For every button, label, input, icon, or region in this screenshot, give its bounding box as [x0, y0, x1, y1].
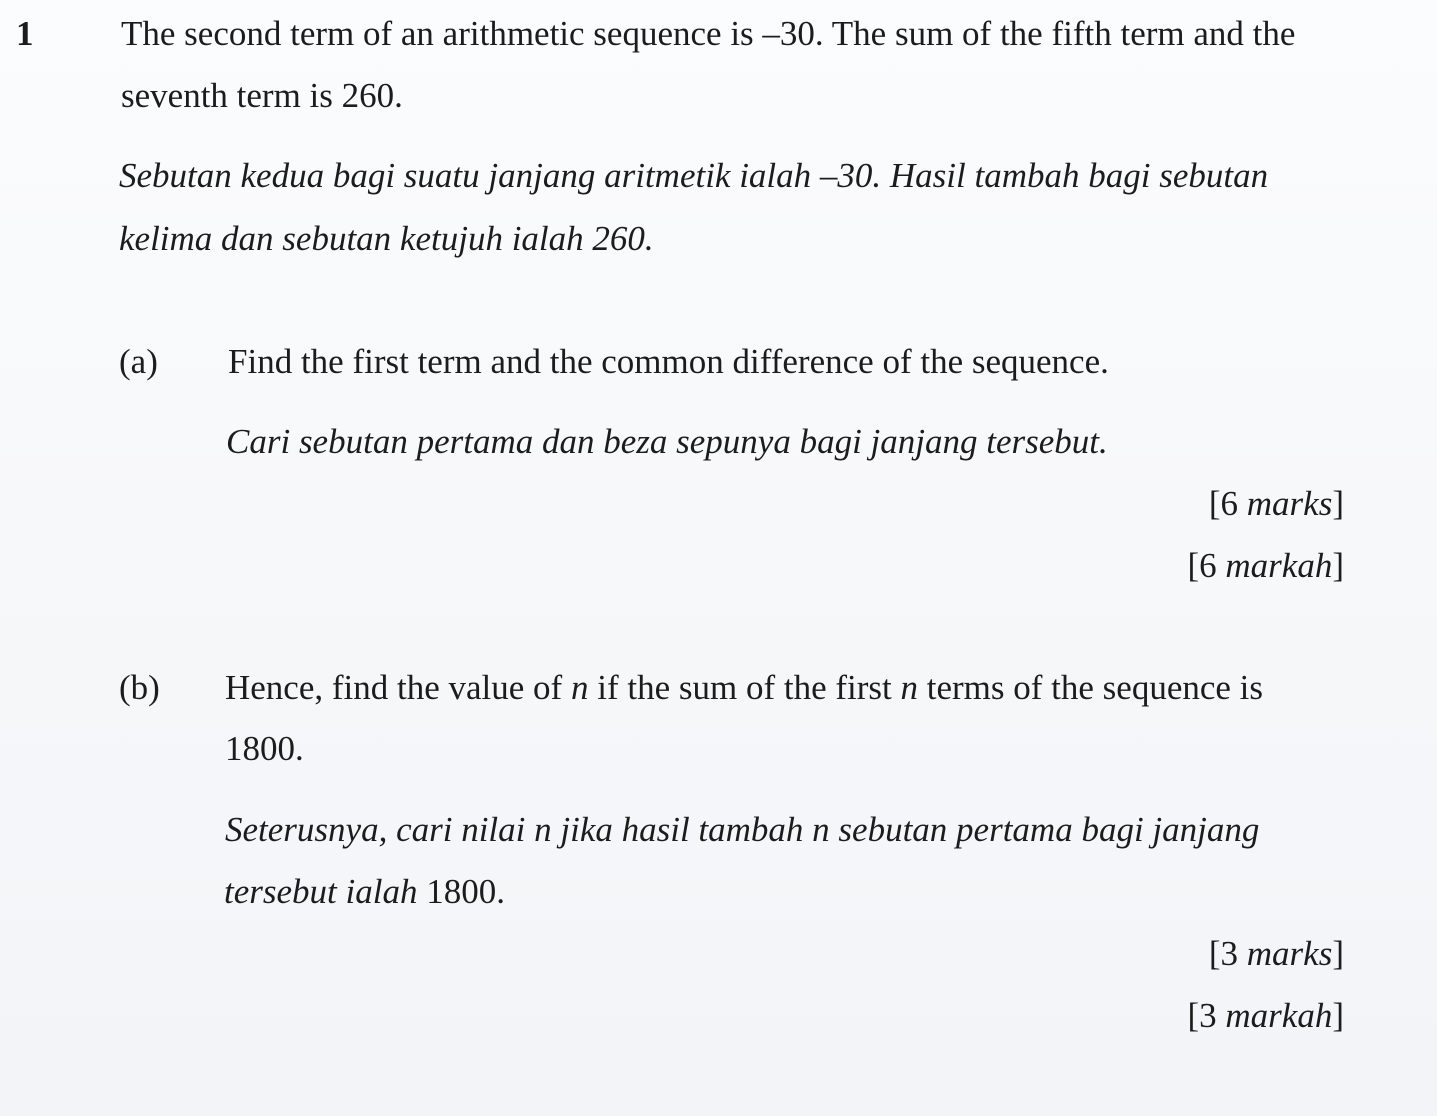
marks-close: ]: [1332, 484, 1344, 523]
text-segment: terms of the sequence is: [918, 668, 1264, 707]
part-b-text-ms-line-2: [224, 872, 505, 912]
marks-word: marks: [1246, 484, 1333, 523]
question-stem-ms-line-2: kelima dan sebutan ketujuh ialah 260.: [119, 219, 654, 258]
marks-close: ]: [1332, 996, 1344, 1035]
text-segment: Hence, find the value of: [225, 668, 571, 707]
text-segment: if the sum of the first: [588, 668, 901, 707]
marks-word: marks: [1246, 934, 1333, 973]
part-b-text-en-line-1: [225, 668, 1263, 708]
question-number: 1: [16, 14, 34, 53]
marks-open: [3: [1187, 996, 1226, 1035]
part-a-marks-en: [1209, 484, 1344, 524]
variable-n: n: [900, 668, 918, 707]
marks-open: [6: [1208, 484, 1247, 523]
marks-open: [6: [1187, 546, 1226, 585]
text-segment: tersebut ialah: [224, 872, 427, 911]
question-stem-en-line-1: The second term of an arithmetic sequence is –30. The sum of the fifth term and the: [121, 14, 1296, 53]
marks-open: [3: [1208, 934, 1247, 973]
part-b-text-ms-line-1: Seterusnya, cari nilai n jika hasil tambah n sebutan pertama bagi janjang: [225, 810, 1260, 849]
part-a-label: (a): [119, 342, 158, 381]
part-b-label: (b): [119, 668, 160, 707]
part-a-marks-ms: [1188, 546, 1345, 586]
marks-close: ]: [1332, 934, 1344, 973]
variable-n: n: [570, 668, 589, 707]
part-b-text-en-line-2: 1800.: [225, 729, 304, 768]
part-a-text-ms: Cari sebutan pertama dan beza sepunya bagi janjang tersebut.: [226, 422, 1108, 461]
marks-word: markah: [1225, 546, 1333, 585]
marks-word: markah: [1225, 996, 1333, 1035]
part-b-marks-ms: [1188, 996, 1345, 1036]
part-b-marks-en: [1209, 934, 1344, 974]
marks-close: ]: [1332, 546, 1344, 585]
part-a-text-en: Find the first term and the common difference of the sequence.: [228, 342, 1109, 381]
question-stem-en-line-2: seventh term is 260.: [121, 76, 403, 115]
question-stem-ms-line-1: Sebutan kedua bagi suatu janjang aritmetik ialah –30. Hasil tambah bagi sebutan: [119, 156, 1269, 195]
text-segment: 1800.: [426, 872, 505, 911]
